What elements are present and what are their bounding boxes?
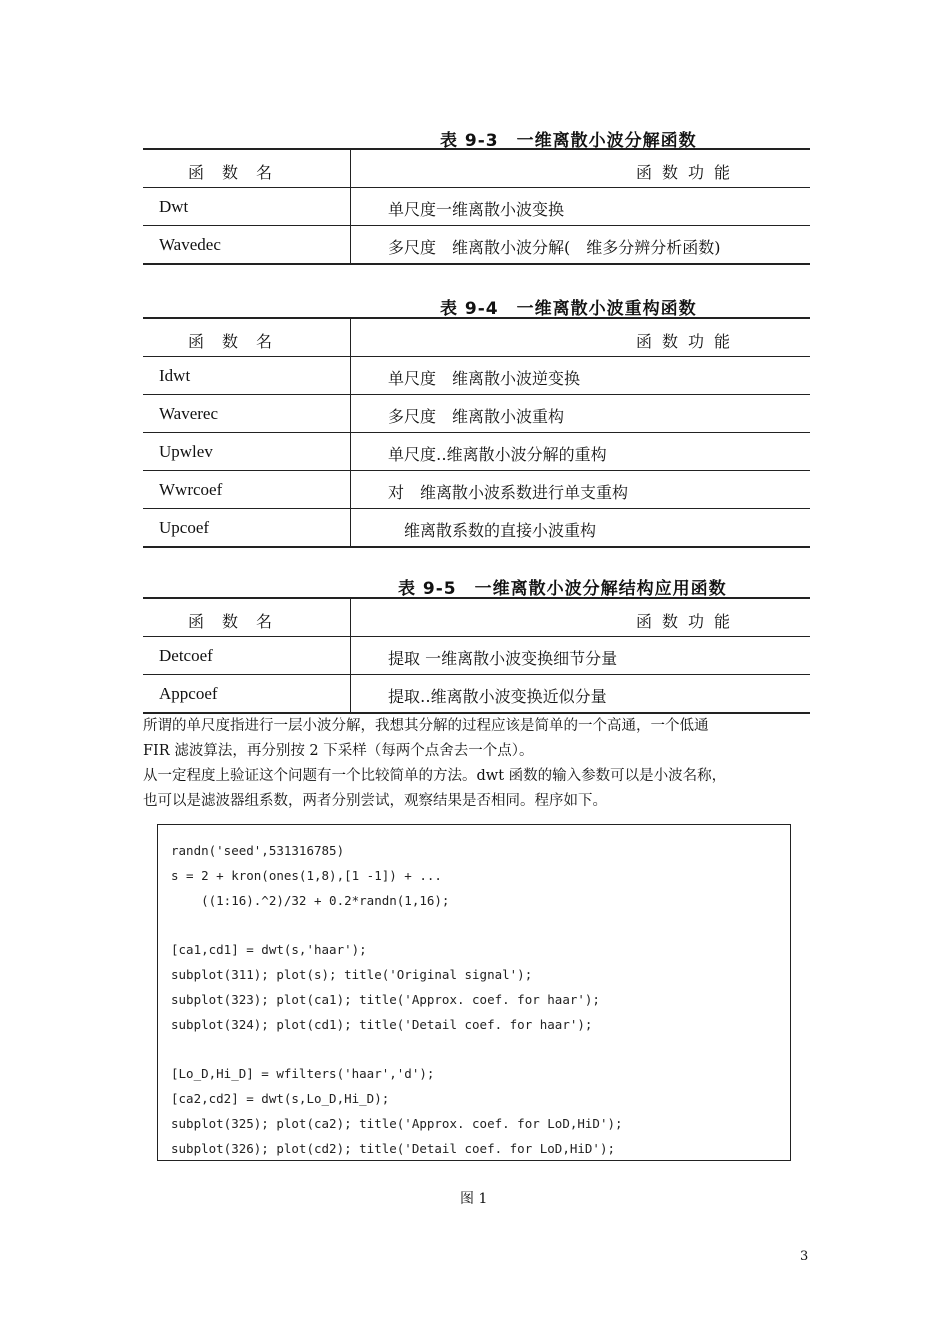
paragraph-line: FIR 滤波算法，再分别按 2 下采样（每两个点舍去一个点）。 — [143, 743, 534, 759]
table-9-4 — [143, 317, 810, 548]
table-row — [143, 675, 810, 714]
table-header — [143, 597, 810, 637]
function-desc: 多尺度 维离散小波重构 — [388, 407, 565, 426]
header-function-name: 函数名 — [188, 163, 291, 182]
table-header — [143, 317, 810, 357]
table-header — [143, 148, 810, 188]
header-function-name: 函数名 — [188, 332, 291, 351]
figure-caption: 图 1 — [460, 1191, 488, 1207]
function-desc: 对 维离散小波系数进行单支重构 — [388, 483, 629, 502]
body-paragraph-1 — [143, 714, 810, 764]
code-listing — [157, 824, 791, 1161]
function-desc: 多尺度 维离散小波分解( 维多分辨分析函数) — [388, 238, 721, 257]
function-name: Upwlev — [159, 442, 213, 461]
header-function-desc: 函数功能 — [636, 332, 741, 351]
table-row — [143, 395, 810, 433]
table-9-4-title: 表 9-4 一维离散小波重构函数 — [440, 299, 697, 319]
function-name: Wavedec — [159, 235, 221, 254]
table-9-3-title: 表 9-3 一维离散小波分解函数 — [440, 131, 697, 151]
function-desc: 提取 一维离散小波变换细节分量 — [388, 649, 618, 668]
table-9-5 — [143, 597, 810, 714]
function-desc: 单尺度 维离散小波逆变换 — [388, 369, 581, 388]
table-row — [143, 509, 810, 548]
function-name: Detcoef — [159, 646, 213, 665]
paragraph-line: 所谓的单尺度指进行一层小波分解，我想其分解的过程应该是简单的一个高通，一个低通 — [143, 718, 709, 734]
function-desc: 提取‥维离散小波变换近似分量 — [388, 687, 607, 706]
function-name: Upcoef — [159, 518, 210, 537]
table-row — [143, 433, 810, 471]
table-9-5-title: 表 9-5 一维离散小波分解结构应用函数 — [398, 579, 727, 599]
header-function-desc: 函数功能 — [636, 163, 741, 182]
table-row — [143, 226, 810, 265]
function-name: Dwt — [159, 197, 189, 216]
table-row — [143, 357, 810, 395]
function-desc: 单尺度一维离散小波变换 — [388, 200, 565, 219]
body-paragraph-2 — [143, 764, 810, 814]
function-desc: 单尺度‥维离散小波分解的重构 — [388, 445, 607, 464]
function-desc: 维离散系数的直接小波重构 — [388, 521, 597, 540]
table-row — [143, 188, 810, 226]
function-name: Waverec — [159, 404, 219, 423]
function-name: Wwrcoef — [159, 480, 223, 499]
table-9-3 — [143, 148, 810, 265]
paragraph-line: 从一定程度上验证这个问题有一个比较简单的方法。dwt 函数的输入参数可以是小波名称， — [143, 768, 727, 784]
paragraph-line: 也可以是滤波器组系数，两者分别尝试，观察结果是否相同。程序如下。 — [143, 793, 607, 809]
page-number: 3 — [800, 1249, 809, 1264]
table-row — [143, 471, 810, 509]
function-name: Appcoef — [159, 684, 218, 703]
header-function-desc: 函数功能 — [636, 612, 741, 631]
header-function-name: 函数名 — [188, 612, 291, 631]
function-name: Idwt — [159, 366, 191, 385]
table-row — [143, 637, 810, 675]
code-text: randn('seed',531316785) s = 2 + kron(ones(1,8),[1 -1]) + ... ((1:16).^2)/32 + 0.2*randn(1,16); [ca1,cd1] = dwt(s,'haar'); subplot(311); plot(s); title('Original signal'); subplot(323); plot(ca1); title('Approx. coef. for haar'); subplot(324); plot(cd1); title('Detail coef. for haar'); [Lo_D,Hi_D] = wfilters('haar','d'); [ca2,cd2] = dwt(s,Lo_D,Hi_D); subplot(325); plot(ca2); title('Approx. coef. for LoD,HiD'); subplot(326); plot(cd2); title('Detail coef. for LoD,HiD'); — [171, 843, 623, 1156]
